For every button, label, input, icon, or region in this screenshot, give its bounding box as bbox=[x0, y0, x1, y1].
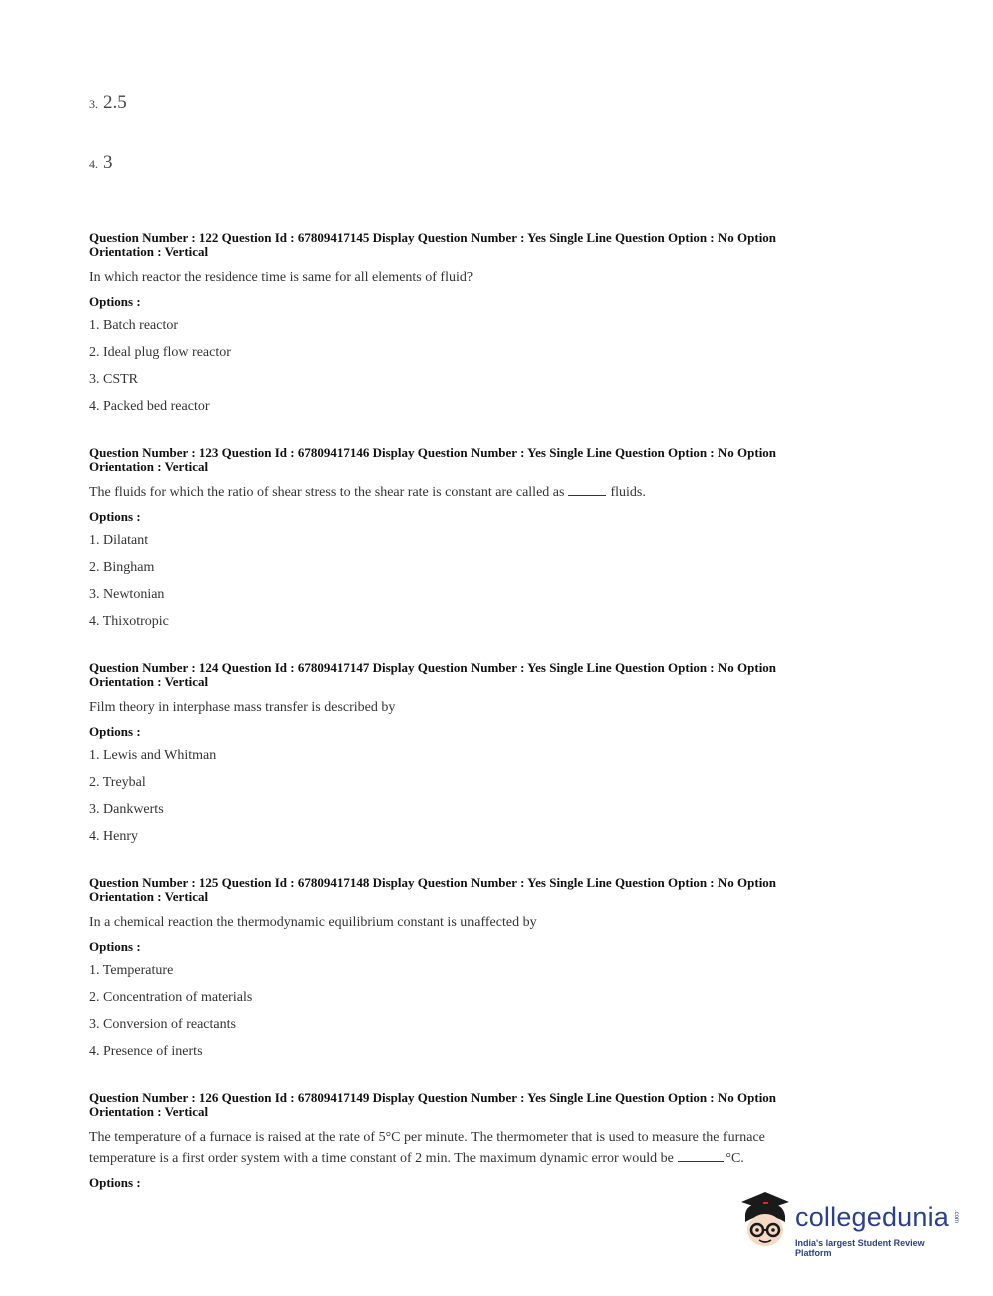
question-text: The fluids for which the ratio of shear stress to the shear rate is constant are called as fluids. bbox=[89, 485, 646, 500]
options-heading: Options : bbox=[89, 939, 141, 954]
option-item: 1. Temperature bbox=[89, 963, 174, 978]
question-126 bbox=[89, 1091, 879, 1191]
question-122 bbox=[89, 231, 879, 418]
answer-blank bbox=[568, 495, 606, 496]
logo-wordmark: collegedunia bbox=[795, 1202, 950, 1232]
prev-option-number: 4. bbox=[89, 157, 98, 171]
question-text: The temperature of a furnace is raised at the rate of 5°C per minute. The thermometer that is used to measure the furnace temperature is a first order system with a time constant of 2 min. The maximum dynamic error would be °C. bbox=[89, 1130, 765, 1166]
option-item: 3. Conversion of reactants bbox=[89, 1017, 236, 1032]
option-item: 1. Batch reactor bbox=[89, 318, 179, 333]
question-text: Film theory in interphase mass transfer is described by bbox=[89, 700, 396, 715]
question-text: In a chemical reaction the thermodynamic equilibrium constant is unaffected by bbox=[89, 915, 537, 930]
option-item: 4. Presence of inerts bbox=[89, 1044, 203, 1059]
prev-option-3 bbox=[89, 92, 127, 114]
option-item: 2. Treybal bbox=[89, 775, 146, 790]
options-heading: Options : bbox=[89, 509, 141, 524]
prev-option-value: 3 bbox=[103, 152, 113, 173]
prev-option-4 bbox=[89, 152, 113, 174]
options-heading: Options : bbox=[89, 1175, 141, 1190]
question-text: In which reactor the residence time is same for all elements of fluid? bbox=[89, 270, 474, 285]
prev-option-number: 3. bbox=[89, 97, 98, 111]
option-item: 4. Packed bed reactor bbox=[89, 399, 210, 414]
collegedunia-logo bbox=[735, 1188, 960, 1258]
options-heading: Options : bbox=[89, 724, 141, 739]
option-item: 3. CSTR bbox=[89, 372, 139, 387]
mascot-icon bbox=[735, 1188, 793, 1258]
option-item: 3. Dankwerts bbox=[89, 802, 164, 817]
option-item: 3. Newtonian bbox=[89, 587, 165, 602]
prev-option-value: 2.5 bbox=[103, 92, 127, 113]
options-heading: Options : bbox=[89, 294, 141, 309]
option-item: 2. Concentration of materials bbox=[89, 990, 253, 1005]
question-meta: Question Number : 125 Question Id : 67809417148 Display Question Number : Yes Single Line Question Option : No Option Orientation : Vertical bbox=[89, 875, 777, 904]
question-124 bbox=[89, 661, 879, 848]
question-123 bbox=[89, 446, 879, 633]
logo-domain-suffix: .com bbox=[953, 1210, 959, 1224]
question-meta: Question Number : 126 Question Id : 67809417149 Display Question Number : Yes Single Line Question Option : No Option Orientation : Vertical bbox=[89, 1090, 777, 1119]
question-meta: Question Number : 122 Question Id : 67809417145 Display Question Number : Yes Single Line Question Option : No Option Orientation : Vertical bbox=[89, 230, 777, 259]
option-item: 2. Ideal plug flow reactor bbox=[89, 345, 231, 360]
question-meta: Question Number : 123 Question Id : 67809417146 Display Question Number : Yes Single Line Question Option : No Option Orientation : Vertical bbox=[89, 445, 777, 474]
logo-tagline: India's largest Student Review Platform bbox=[795, 1238, 925, 1258]
option-item: 1. Lewis and Whitman bbox=[89, 748, 217, 763]
question-meta: Question Number : 124 Question Id : 67809417147 Display Question Number : Yes Single Line Question Option : No Option Orientation : Vertical bbox=[89, 660, 777, 689]
option-item: 4. Thixotropic bbox=[89, 614, 169, 629]
option-item: 2. Bingham bbox=[89, 560, 155, 575]
answer-blank bbox=[678, 1161, 724, 1162]
question-125 bbox=[89, 876, 879, 1063]
option-item: 1. Dilatant bbox=[89, 533, 149, 548]
option-item: 4. Henry bbox=[89, 829, 138, 844]
